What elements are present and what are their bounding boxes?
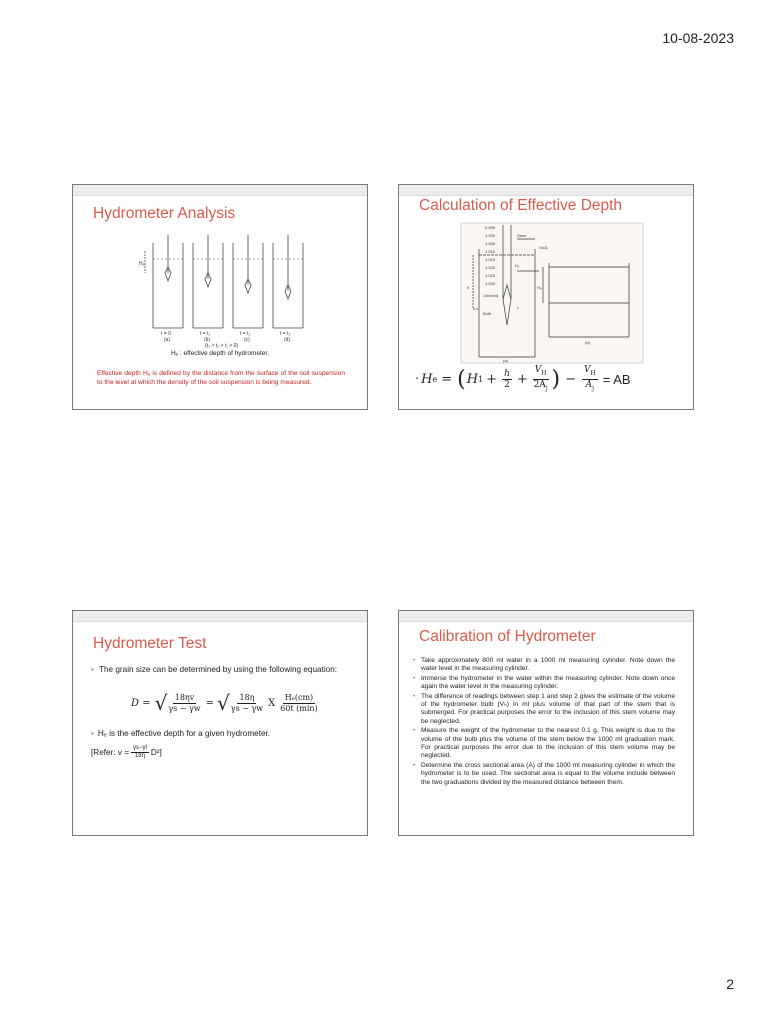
- date-header: 10-08-2023: [662, 30, 734, 46]
- slide-top-bar: [399, 611, 693, 622]
- formula-lhs-sub: e: [432, 374, 438, 384]
- scale-tick-1: 0.995: [485, 225, 496, 230]
- scale-tick-8: 1.030: [485, 281, 496, 286]
- bullet-effective-depth: • Hₑ is the effective depth for a given hydrometer.: [91, 729, 270, 738]
- slide-calculation-effective-depth: [398, 184, 694, 410]
- cylinder-label-3: t = t₂: [240, 331, 251, 337]
- label-h1: H₁: [515, 263, 520, 268]
- slide-title: Hydrometer Test: [93, 635, 207, 652]
- label-centroid: Centroid: [483, 293, 499, 298]
- list-item: • Take approximately 800 ml water in a 1000 ml measuring cylinder. Note down the water level in the measuring cylinder.: [421, 657, 675, 674]
- label-bulb: Bulb: [483, 311, 492, 316]
- page-number: 2: [726, 976, 734, 992]
- label-a: (a): [503, 358, 508, 363]
- label-he: Hₑ: [537, 285, 542, 290]
- label-b: (b): [585, 340, 590, 345]
- figure-caption: Hₑ : effective depth of hydrometer.: [170, 350, 270, 357]
- scale-tick-2: 1.000: [485, 233, 496, 238]
- slide-hydrometer-analysis: [72, 184, 368, 410]
- list-item: • Determine the cross sectional area (A) of the 1000 ml measuring cylinder in which the hydrometer is to be used. The sectional area is equal to the volume include between the two graduations divided by the measured distance between them.: [421, 762, 675, 787]
- label-vh-aj: Vₕ/Aⱼ: [539, 245, 548, 250]
- slide-top-bar: [399, 185, 693, 196]
- grain-size-equation: D = √ $\frac{18\eta v}{\gamma s - \gamma w}$ = √ $\frac{18\eta}{\gamma s - \gamma w}$ X $\frac{\text{Hₑ(cm)}}{60t (\min)}$: [131, 691, 318, 715]
- cylinder-sublabel-2: (b): [204, 337, 211, 343]
- effective-depth-diagram: [399, 219, 695, 369]
- cylinder-sublabel-3: (c): [244, 337, 250, 343]
- label-h: h: [467, 285, 470, 290]
- slide-top-bar: [73, 611, 367, 622]
- label-l: L: [517, 305, 520, 310]
- slide-top-bar: [73, 185, 367, 196]
- slide-title: Calibration of Hydrometer: [419, 628, 596, 645]
- cylinder-time-note: (t₃ > t₂ > t₁ > 0): [205, 343, 239, 349]
- scale-tick-6: 1.020: [485, 265, 496, 270]
- list-item: • The difference of readings between step 1 and step 2 gives the estimate of the volume of the hydrometer bulb (Vₕ) in ml plus volume of that part of the stem that is submerged. For practical purposes the error to the inclusion of this stem volume may be neglected.: [421, 693, 675, 727]
- scale-tick-7: 1.025: [485, 273, 496, 278]
- cylinder-label-4: t = t₃: [280, 331, 291, 337]
- cylinder-label-2: t = t₁: [200, 331, 211, 337]
- effective-depth-definition: Effective depth Hₑ is defined by the distance from the surface of the soil suspension to the level at which the density of the soil suspension is being measured.: [97, 370, 345, 386]
- cylinder-label-1: t = 0: [161, 331, 171, 337]
- hydrometer-cylinders-diagram: [73, 233, 369, 353]
- refer-note: [Refer: v = $\frac{\gamma s-\gamma l}{18\eta}$ D²]: [91, 745, 162, 759]
- label-stem: Stem: [517, 233, 527, 238]
- formula-h1: H: [466, 371, 479, 387]
- scale-tick-4: 1.010: [485, 249, 496, 254]
- scale-tick-5: 1.015: [485, 257, 496, 262]
- formula-ab: AB: [613, 371, 631, 387]
- list-item: • Measure the weight of the hydrometer to the nearest 0.1 g. This weight is due to the volume of the bulb plus the volume of the stem below the 1000 ml graduation mark. For practical purposes the error due to the inclusion of this stem volume may be neglected.: [421, 727, 675, 761]
- slide-title: Hydrometer Analysis: [93, 205, 236, 222]
- cylinder-sublabel-1: (a): [164, 337, 171, 343]
- list-item: • Immerse the hydrometer in the water within the measuring cylinder. Note down once again the water level in the measuring cylinder.: [421, 675, 675, 692]
- bullet-grain-size: • The grain size can be determined by using the following equation:: [91, 664, 347, 675]
- effective-depth-formula: • H e = ( H 1 + $\frac{h}{2}$ + $\frac{V_H}{2A_j}$ ) − $\frac{V_H}{A_j}$ = AB: [415, 365, 631, 392]
- slide-title: Calculation of Effective Depth: [419, 197, 623, 214]
- bullet-icon: •: [415, 375, 420, 384]
- formula-lhs: H: [421, 371, 433, 387]
- calibration-steps-list: [411, 657, 675, 788]
- fraction-vh-over-2aj: $\frac{V_H}{2A_j}$: [533, 365, 548, 392]
- cylinder-side-label: Hₑ: [139, 261, 145, 267]
- fraction-vh-over-aj: $\frac{V_H}{A_j}$: [584, 365, 596, 392]
- fraction-h-over-2: $\frac{h}{2}$: [504, 368, 510, 390]
- scale-tick-3: 1.005: [485, 241, 496, 246]
- slide-hydrometer-test: [72, 610, 368, 836]
- slide-calibration-hydrometer: [398, 610, 694, 836]
- cylinder-sublabel-4: (d): [284, 337, 291, 343]
